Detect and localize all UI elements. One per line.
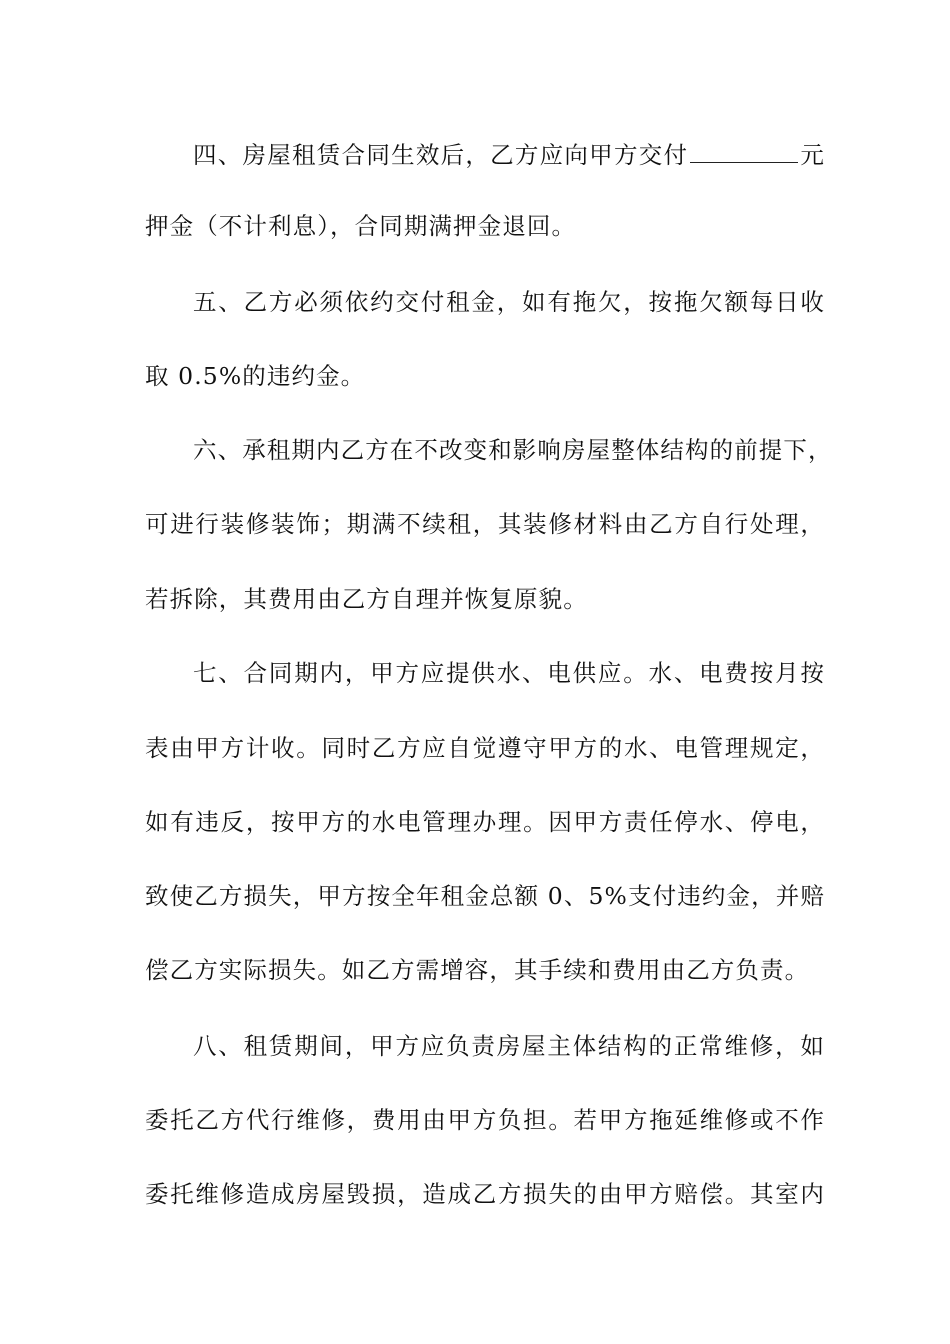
clause-4-text: 四、房屋租赁合同生效后，乙方应向甲方交付 <box>193 141 689 169</box>
clause-6-line-1: 六、承租期内乙方在不改变和影响房屋整体结构的前提下， <box>193 436 833 464</box>
clause-8-line-2: 委托乙方代行维修，费用由甲方负担。若甲方拖延维修或不作 <box>145 1106 825 1134</box>
clause-8-line-1: 八、租赁期间，甲方应负责房屋主体结构的正常维修，如 <box>193 1032 825 1060</box>
clause-4-line-2: 押金（不计利息），合同期满押金退回。 <box>145 212 577 240</box>
clause-5-line-1: 五、乙方必须依约交付租金，如有拖欠，按拖欠额每日收 <box>193 288 825 316</box>
clause-7-line-3: 如有违反，按甲方的水电管理办理。因甲方责任停水、停电， <box>145 808 825 836</box>
deposit-amount-blank <box>690 140 798 163</box>
clause-7-line-1: 七、合同期内，甲方应提供水、电供应。水、电费按月按 <box>193 659 825 687</box>
currency-unit: 元 <box>800 141 825 169</box>
clause-8-line-3: 委托维修造成房屋毁损，造成乙方损失的由甲方赔偿。其室内 <box>145 1180 825 1208</box>
clause-6-line-2: 可进行装修装饰；期满不续租，其装修材料由乙方自行处理， <box>145 510 825 538</box>
clause-7-line-4: 致使乙方损失，甲方按全年租金总额 0、5%支付违约金，并赔 <box>145 882 825 910</box>
clause-4-line-1 <box>193 138 825 172</box>
clause-5-line-2: 取 0.5%的违约金。 <box>145 362 366 390</box>
clause-6-line-3: 若拆除，其费用由乙方自理并恢复原貌。 <box>145 585 588 613</box>
clause-7-line-2: 表由甲方计收。同时乙方应自觉遵守甲方的水、电管理规定， <box>145 734 825 762</box>
clause-7-line-5: 偿乙方实际损失。如乙方需增容，其手续和费用由乙方负责。 <box>145 956 810 984</box>
